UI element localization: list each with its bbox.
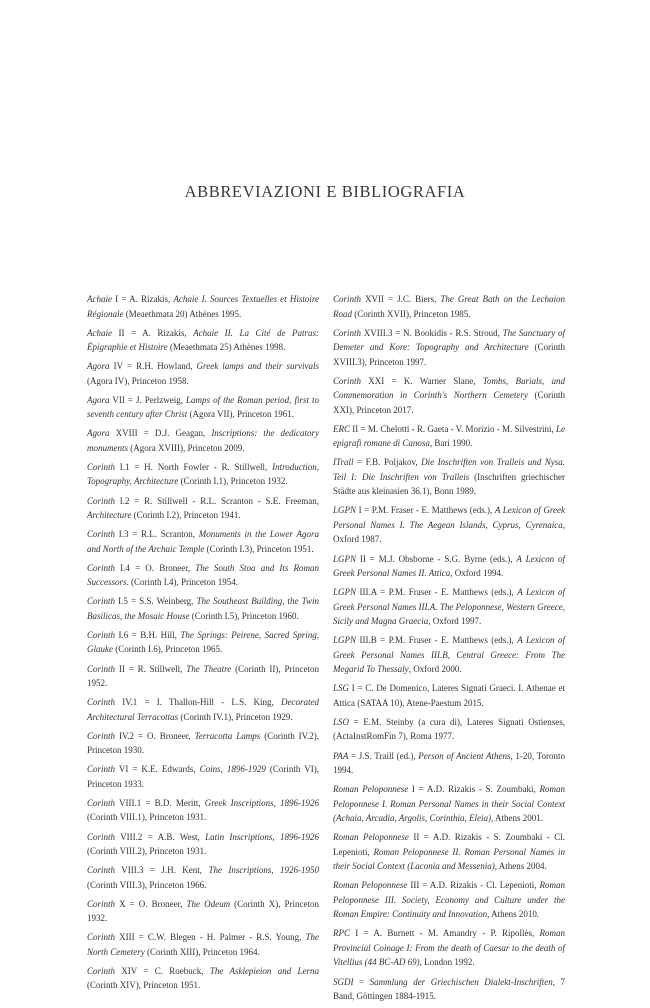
bibliography-entry bbox=[333, 552, 565, 581]
entry-text: VIII.1 = B.D. Meritt, bbox=[115, 797, 205, 808]
entry-text: , Athens 2010. bbox=[487, 909, 540, 920]
bibliography-entry bbox=[333, 715, 565, 744]
bibliography-entry bbox=[87, 326, 319, 355]
bibliography-entry bbox=[333, 681, 565, 710]
entry-text: (Corinth XVIII.3), Princeton 1997. bbox=[333, 342, 565, 367]
entry-text: IV = R.H. Howland, bbox=[109, 361, 197, 372]
bibliography-entry bbox=[333, 633, 565, 677]
entry-abbreviation: Corinth bbox=[333, 327, 362, 338]
bibliography-entry bbox=[87, 964, 319, 993]
entry-text: (Meaethmata 20) Athènes 1995. bbox=[123, 308, 242, 319]
bibliography-entry bbox=[87, 628, 319, 657]
bibliography-entry bbox=[87, 594, 319, 623]
entry-abbreviation: Corinth bbox=[87, 562, 116, 573]
entry-text: , 1-20, Toronto 1994. bbox=[333, 750, 565, 776]
entry-title: Die Inschriften von Tralleis und Nysa. Teil I: Die Inschriften von Tralleis bbox=[333, 457, 565, 482]
entry-title: Roman Peloponnese III. Society, Economy and Culture under the Roman Empire: Continuity and Innovation bbox=[333, 880, 565, 920]
entry-abbreviation: LGPN bbox=[333, 587, 357, 598]
entry-abbreviation: Corinth bbox=[87, 495, 116, 506]
entry-title: Decorated Architectural Terracottas bbox=[87, 697, 319, 722]
entry-text: II = M.J. Obsborne - S.G. Byrne (eds.), bbox=[356, 553, 517, 564]
entry-text: , Athens 2004. bbox=[494, 861, 547, 872]
entry-text: (Corinth IV.2), Princeton 1930. bbox=[87, 730, 319, 756]
bibliography-entry bbox=[333, 374, 565, 418]
bibliography-right-column bbox=[333, 292, 565, 1008]
entry-title: The Southeast Building, the Twin Basilicas, the Mosaic House bbox=[87, 596, 319, 621]
bibliography-entry bbox=[87, 897, 319, 926]
entry-text: II = R. Stillwell, bbox=[115, 663, 187, 674]
entry-text: (Corinth I.6), Princeton 1965. bbox=[113, 644, 223, 655]
entry-title: Coins, 1896-1929 bbox=[199, 764, 266, 775]
entry-abbreviation: LGPN bbox=[333, 553, 357, 564]
entry-title: Lamps of the Roman period, first to seventh century after Christ bbox=[87, 394, 319, 420]
entry-title: Architecture bbox=[87, 510, 132, 521]
entry-title: Terracotta Lamps bbox=[194, 730, 261, 741]
entry-text: X = O. Broneer, bbox=[115, 898, 187, 909]
bibliography-entry bbox=[333, 455, 565, 499]
entry-abbreviation: Corinth bbox=[87, 697, 116, 708]
bibliography-left-column bbox=[87, 292, 319, 997]
entry-text: II = A.D. Rizakis - S. Zoumbaki - Cl. Lepenioti, bbox=[333, 832, 565, 857]
entry-title: Tombs, Burials, and Commemoration in Corinth's Northern Cemetery bbox=[333, 375, 565, 401]
entry-title: Greek lamps and their survivals bbox=[196, 361, 320, 372]
entry-text: , Athens 2001. bbox=[491, 813, 544, 824]
entry-abbreviation: Corinth bbox=[87, 461, 116, 472]
entry-text: (Corinth VIII.3), Princeton 1966. bbox=[87, 879, 207, 890]
entry-text: I.3 = R.L. Scranton, bbox=[115, 529, 199, 540]
entry-text: . (Corinth I.4), Princeton 1954. bbox=[126, 577, 238, 588]
entry-text: I = A. Rizakis, bbox=[112, 294, 174, 304]
entry-text: , Oxford 1987. bbox=[333, 519, 565, 545]
entry-abbreviation: Corinth bbox=[87, 831, 116, 842]
entry-abbreviation: Corinth bbox=[333, 294, 362, 304]
entry-abbreviation: ERC bbox=[333, 423, 350, 434]
entry-abbreviation: Achaie bbox=[87, 327, 112, 338]
entry-text: IV.2 = O. Broneer, bbox=[115, 730, 195, 741]
entry-title: Greek Inscriptions, 1896-1926 bbox=[204, 797, 319, 808]
entry-text: I = A. Burnett - M. Amandry - P. Ripollès, bbox=[350, 928, 540, 939]
entry-abbreviation: Corinth bbox=[87, 797, 116, 808]
entry-text: I.5 = S.S. Weinberg, bbox=[115, 596, 197, 607]
entry-text: (Agora XVIII), Princeton 2009. bbox=[128, 442, 245, 453]
entry-text: , 7 Band, Göttingen 1884-1915. bbox=[333, 976, 566, 1001]
entry-title: Sammlung der Griechischen Dialekt-Inschriften bbox=[369, 976, 553, 987]
entry-abbreviation: LSO bbox=[333, 716, 350, 727]
bibliography-entry bbox=[87, 426, 319, 455]
entry-text: = J.S. Traill (ed.), bbox=[348, 750, 419, 761]
entry-text: XIII = C.W. Blegen - H. Palmer - R.S. Young, bbox=[115, 932, 306, 943]
entry-text: I = A.D. Rizakis - S. Zoumbaki, bbox=[408, 784, 540, 795]
bibliography-entry bbox=[333, 878, 565, 922]
bibliography-entry bbox=[333, 830, 565, 874]
entry-title: The Inscriptions, 1926-1950 bbox=[208, 865, 319, 876]
bibliography-entry bbox=[87, 359, 319, 388]
entry-title: The North Cemetery bbox=[87, 932, 319, 957]
entry-title: A Lexicon of Greek Personal Names II. Attica bbox=[333, 553, 565, 579]
entry-title: The Sanctuary of Demeter and Kore: Topography and Architecture bbox=[333, 327, 565, 353]
entry-title: The South Stoa and Its Roman Successors bbox=[87, 562, 319, 588]
entry-abbreviation: PAA bbox=[333, 750, 349, 761]
entry-text: II = M. Chelotti - R. Gaeta - V. Morizio - M. Silvestrini, bbox=[350, 423, 556, 434]
entry-abbreviation: Corinth bbox=[87, 663, 116, 674]
entry-text: (Corinth I.3), Princeton 1951. bbox=[204, 543, 314, 554]
entry-text: , Oxford 1994. bbox=[450, 568, 504, 579]
entry-text: (Corinth X), Princeton 1932. bbox=[87, 898, 319, 924]
bibliography-entry bbox=[333, 782, 565, 826]
entry-text: (Agora VII), Princeton 1961. bbox=[187, 409, 295, 420]
entry-text: = F.B. Poljakov, bbox=[353, 457, 422, 468]
entry-abbreviation: Corinth bbox=[87, 596, 116, 607]
entry-title: Person of Ancient Athens bbox=[418, 750, 511, 761]
entry-text: (Corinth II), Princeton 1952. bbox=[87, 663, 319, 689]
bibliography-entry bbox=[333, 422, 565, 451]
entry-abbreviation: Roman Peloponnese bbox=[333, 832, 409, 843]
entry-abbreviation: Roman Peloponnese bbox=[333, 784, 409, 795]
entry-text: VIII.3 = J.H. Kent, bbox=[115, 865, 209, 876]
entry-abbreviation: Agora bbox=[87, 394, 110, 405]
entry-text: III.B = P.M. Fraser - E. Matthews (eds.), bbox=[356, 635, 518, 646]
entry-abbreviation: LSG bbox=[333, 683, 350, 694]
entry-text: VI = K.E. Edwards, bbox=[115, 764, 200, 775]
bibliography-entry bbox=[333, 585, 565, 629]
entry-text: I.1 = H. North Fowler - R. Stillwell, bbox=[115, 461, 273, 472]
entry-text: VIII.2 = A.B. West, bbox=[115, 831, 206, 842]
bibliography-entry bbox=[333, 749, 565, 778]
entry-title: Roman Peloponnese II. Roman Personal Names in their Social Context (Laconia and Messenia) bbox=[333, 846, 565, 872]
entry-title: Latin Inscriptions, 1896-1926 bbox=[205, 831, 319, 842]
entry-abbreviation: Corinth bbox=[87, 730, 116, 741]
bibliography-entry bbox=[333, 975, 565, 1004]
entry-title: The Springs: Peirene, Sacred Spring, Glauke bbox=[87, 629, 319, 655]
entry-text: (Corinth I.1), Princeton 1932. bbox=[178, 476, 288, 487]
entry-abbreviation: Corinth bbox=[87, 529, 116, 540]
bibliography-entry bbox=[333, 503, 565, 547]
entry-text: I = C. De Domenico, Lateres Signati Graeci. I. Athenae et Attica (SATAA 10), Atene-Paestum 2015. bbox=[333, 683, 565, 708]
bibliography-entry bbox=[87, 762, 319, 791]
entry-title: A Lexicon of Greek Personal Names III.A. The Peloponnese, Western Greece, Sicily and Magna Graecia bbox=[333, 587, 566, 627]
entry-title: A Lexicon of Greek Personal Names III.B, Central Greece: From The Megarid To Thessaly bbox=[333, 635, 566, 675]
entry-abbreviation: Corinth bbox=[87, 865, 116, 876]
entry-text: III = A.D. Rizakis - Cl. Lepenioti, bbox=[407, 880, 540, 891]
entry-abbreviation: Corinth bbox=[87, 965, 116, 976]
bibliography-entry bbox=[87, 695, 319, 724]
entry-text: (Corinth I.2), Princeton 1941. bbox=[131, 510, 241, 521]
bibliography-entry bbox=[87, 460, 319, 489]
entry-text: (Corinth I.5), Princeton 1960. bbox=[189, 610, 299, 621]
entry-text: I.6 = B.H. Hill, bbox=[115, 629, 181, 640]
entry-text: (Corinth XXI), Princeton 2017. bbox=[333, 390, 566, 415]
entry-abbreviation: Achaie bbox=[87, 294, 112, 304]
entry-text: I.2 = R. Stillwell - R.L. Scranton - S.E. Freeman, bbox=[115, 495, 319, 506]
entry-text: I = P.M. Fraser - E. Matthews (eds.), bbox=[356, 505, 495, 516]
entry-text: XVII = J.C. Biers, bbox=[361, 294, 441, 304]
entry-abbreviation: LGPN bbox=[333, 635, 357, 646]
bibliography-entry bbox=[333, 926, 565, 970]
entry-abbreviation: Corinth bbox=[87, 932, 116, 943]
entry-title: Le epigrafi romane di Canosa bbox=[333, 423, 565, 449]
entry-title: Introduction, Topography, Architecture bbox=[87, 461, 319, 487]
entry-abbreviation: RPC bbox=[333, 928, 350, 939]
entry-title: Achaie I. Sources Textuelles et Histoire Régionale bbox=[87, 294, 320, 319]
entry-text: XVIII = D.J. Geagan, bbox=[109, 428, 212, 439]
entry-text: XXI = K. Warner Slane, bbox=[361, 375, 483, 386]
entry-title: A Lexicon of Greek Personal Names I. The Aegean Islands, Cyprus, Cyrenaica bbox=[333, 505, 565, 530]
entry-title: The Great Bath on the Lechaion Road bbox=[333, 294, 565, 319]
bibliography-entry bbox=[333, 326, 565, 370]
entry-text: III.A = P.M. Fraser - E. Matthews (eds.), bbox=[356, 587, 518, 598]
entry-title: Achaie II. La Cité de Patras: Épigraphie et Histoire bbox=[87, 327, 319, 353]
entry-text: (Corinth VIII.1), Princeton 1931. bbox=[87, 812, 207, 823]
entry-title: The Theatre bbox=[186, 663, 232, 674]
entry-text: XIV = C. Roebuck, bbox=[115, 965, 210, 976]
entry-text: I.4 = O. Broneer, bbox=[115, 562, 196, 573]
entry-title: The Asklepieion and Lerna bbox=[209, 965, 319, 976]
entry-text: = E.M. Steinby (a cura di), Lateres Signati Ostienses, (ActaInstRomFin 7), Roma 1977. bbox=[333, 716, 565, 742]
entry-text: , Bari 1990. bbox=[429, 438, 473, 449]
entry-text: II = A. Rizakis, bbox=[112, 327, 194, 338]
entry-abbreviation: ITrall bbox=[333, 457, 354, 468]
entry-abbreviation: Corinth bbox=[87, 764, 116, 775]
entry-abbreviation: Corinth bbox=[87, 898, 116, 909]
entry-abbreviation: Roman Peloponnese bbox=[333, 880, 408, 891]
bibliography-entry bbox=[87, 561, 319, 590]
entry-text: (Agora IV), Princeton 1958. bbox=[87, 375, 189, 386]
entry-text: , London 1992. bbox=[419, 957, 475, 968]
bibliography-entry bbox=[87, 930, 319, 959]
bibliography-entry bbox=[333, 292, 565, 321]
entry-abbreviation: Agora bbox=[87, 428, 110, 439]
entry-text: , Oxford 1997. bbox=[428, 616, 482, 627]
bibliography-entry bbox=[87, 863, 319, 892]
bibliography-entry bbox=[87, 830, 319, 859]
entry-title: The Odeum bbox=[186, 898, 231, 909]
bibliography-entry bbox=[87, 662, 319, 691]
entry-text: (Corinth IV.1), Princeton 1929. bbox=[178, 711, 293, 722]
bibliography-entry bbox=[87, 527, 319, 556]
entry-text: (Corinth XVII), Princeton 1985. bbox=[352, 308, 471, 319]
entry-title: Roman Provincial Coinage I: From the death of Caesar to the death of Vitellius (44 BC-AD 69) bbox=[333, 928, 565, 968]
entry-text: (Corinth VI), Princeton 1933. bbox=[87, 764, 319, 789]
entry-abbreviation: Corinth bbox=[87, 629, 116, 640]
entry-title: Monuments in the Lower Agora and North of the Archaic Temple bbox=[87, 529, 319, 554]
entry-text: IV.1 = I. Thallon-Hill - L.S. King, bbox=[115, 697, 281, 708]
entry-abbreviation: Agora bbox=[87, 361, 110, 372]
bibliography-entry bbox=[87, 729, 319, 758]
entry-abbreviation: LGPN bbox=[333, 505, 357, 516]
entry-text: (Inschriften griechischer Städte aus kleinasien 36.1), Bonn 1989. bbox=[333, 471, 565, 497]
entry-text: XVIII.3 = N. Bookidis - R.S. Stroud, bbox=[361, 327, 503, 338]
entry-abbreviation: Corinth bbox=[333, 375, 362, 386]
entry-title: Roman Peloponnese I. Roman Personal Names in their Social Context (Achaia, Arcadia, Argolis, Corinthia, Eleia) bbox=[333, 784, 565, 824]
entry-text: = bbox=[353, 976, 370, 987]
entry-abbreviation: SGDI bbox=[333, 976, 354, 987]
bibliography-entry bbox=[87, 393, 319, 422]
entry-text: (Corinth XIII), Princeton 1964. bbox=[144, 946, 260, 957]
entry-text: VII = J. Perlzweig, bbox=[109, 394, 187, 405]
entry-text: , Oxford 2000. bbox=[408, 664, 462, 675]
bibliography-entry bbox=[87, 292, 319, 321]
bibliography-entry bbox=[87, 796, 319, 825]
entry-text: (Corinth VIII.2), Princeton 1931. bbox=[87, 846, 207, 856]
entry-text: (Meaethmata 25) Athènes 1998. bbox=[167, 342, 286, 353]
bibliography-entry bbox=[87, 494, 319, 523]
page-title: ABBREVIAZIONI E BIBLIOGRAFIA bbox=[184, 182, 466, 201]
entry-title: Inscriptions: the dedicatory monuments bbox=[87, 428, 319, 453]
entry-text: (Corinth XIV), Princeton 1951. bbox=[87, 980, 201, 991]
